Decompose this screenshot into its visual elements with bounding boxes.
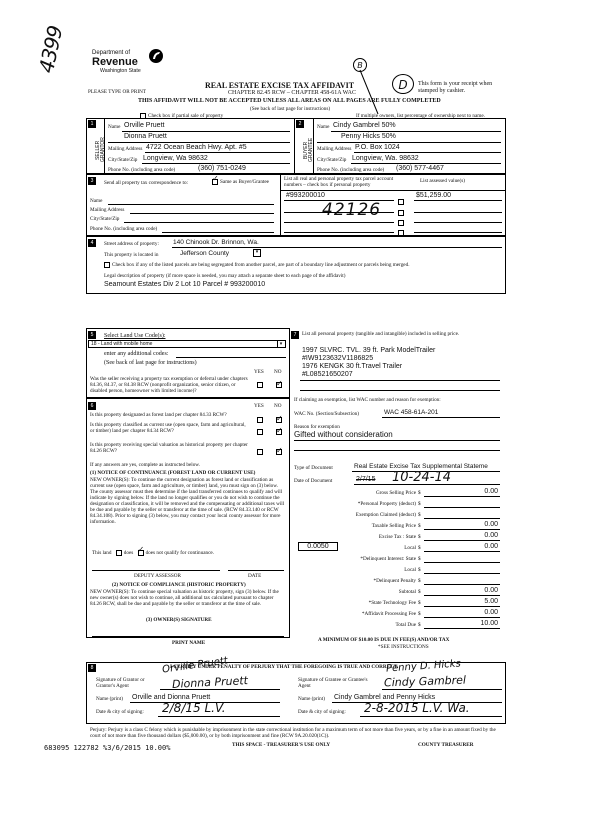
personal-property-label: List all personal property (tangible and intangible) included in selling price.: [302, 331, 460, 337]
if-yes-note: If any answers are yes, complete as instructed below.: [90, 462, 201, 468]
rule: [294, 450, 500, 451]
delinquent-state-label: *Delinquent Interest: State: [360, 556, 416, 562]
continuance-row: [92, 550, 214, 556]
s3-name-label: Name: [90, 198, 103, 204]
local-rate-box[interactable]: 0.0050: [298, 542, 338, 551]
form-warning: THIS AFFIDAVIT WILL NOT BE ACCEPTED UNLESS ALL AREAS ON ALL PAGES ARE FULLY COMPLETED: [138, 98, 441, 104]
assessed-value[interactable]: $51,259.00: [416, 192, 452, 199]
rule: [142, 163, 290, 164]
rule: [317, 142, 501, 143]
doc-type-label: Type of Document: [294, 465, 333, 471]
rule: [228, 570, 284, 571]
pen-mark-icon: [356, 68, 386, 116]
land-use-chevron-icon[interactable]: ▾: [277, 341, 284, 347]
seller-mail[interactable]: 4722 Ocean Beach Hwy. Apt. #5: [146, 144, 247, 151]
grantor-handwritten-signature-1: Orville Pruett: [161, 655, 229, 676]
current-use-no-checkbox[interactable]: [276, 423, 284, 441]
notice1-title: (1) NOTICE OF CONTINUANCE (FOREST LAND OR CURRENT USE): [90, 470, 256, 476]
dollar: $: [418, 512, 421, 518]
dollar: $: [418, 611, 421, 617]
s6-no-header: NO: [274, 403, 282, 409]
rule: [424, 507, 500, 508]
rule: [130, 213, 274, 214]
dollar: $: [418, 600, 421, 606]
grantee-date-label: Date & city of signing:: [298, 709, 346, 715]
s3-mail-label: Mailing Address: [90, 207, 125, 213]
rule: [160, 689, 280, 690]
rule: [124, 222, 274, 223]
dept-line1: Department of: [92, 50, 131, 56]
wac-value[interactable]: WAC 458-61A-201: [384, 409, 439, 416]
section-7-number: 7: [291, 331, 299, 339]
grantee-handwritten-signature-1: Penny D. Hicks: [385, 658, 462, 675]
rule: [294, 440, 500, 441]
gross-price-label: Gross Selling Price: [375, 490, 416, 496]
exemption-deduct-label: Exemption Claimed (deduct): [355, 512, 416, 518]
section-6-number: 6: [88, 402, 96, 410]
county-treasurer-label: COUNTY TREASURER: [418, 742, 474, 748]
rule: [92, 570, 220, 571]
wac-label: WAC No. (Section/Subsection): [294, 411, 359, 417]
form-title: REAL ESTATE EXCISE TAX AFFIDAVIT: [205, 81, 355, 90]
treasurer-stamp: 683095 122782 %3/6/2015 10.00%: [44, 744, 171, 752]
rule: [424, 573, 500, 574]
print-name-label: PRINT NAME: [172, 640, 206, 646]
dollar: $: [418, 534, 421, 540]
legal-description[interactable]: Seamount Estates Div 2 Lot 10 Parcel # 993200010: [104, 281, 266, 288]
personal-line-1[interactable]: 1997 SLVRC. TVL. 39 ft. Park ModelTrailer: [302, 347, 436, 354]
delinquent-penalty-label: *Delinquent Penalty: [373, 578, 416, 584]
processing-fee-label: *Affidavit Processing Fee: [361, 611, 416, 617]
receipt-note: This form is your receipt when stamped by cashier.: [418, 81, 493, 94]
rule: [424, 518, 500, 519]
treasurer-use-label: THIS SPACE - TREASURER'S USE ONLY: [232, 742, 331, 748]
seller-phone-label: Phone No. (including area code): [108, 167, 176, 173]
rule: [158, 716, 280, 717]
personal-line-4[interactable]: #L08521650207: [302, 371, 353, 378]
this-land-label: This land: [92, 550, 112, 557]
circled-letter-b: B: [353, 58, 367, 72]
personal-line-3[interactable]: 1976 KENGK 30 ft.Travel Trailer: [302, 363, 403, 370]
dollar: $: [418, 556, 421, 562]
section-1-number: 1: [88, 120, 96, 128]
buyer-phone-label: Phone No. (including area code): [317, 167, 385, 173]
doc-date-label: Date of Document: [294, 478, 333, 484]
processing-fee-value[interactable]: 0.00: [484, 609, 498, 616]
tax-calculation: [294, 486, 502, 628]
rule: [300, 390, 500, 391]
notice2-title: (2) NOTICE OF COMPLIANCE (HISTORIC PROPERTY): [112, 582, 246, 588]
current-use-question: Is this property classified as current use (open space, farm and agricultural, or timber) land per chapter 84.34 RCW?: [90, 422, 246, 434]
rule: [414, 200, 502, 201]
deputy-assessor-label: DEPUTY ASSESSOR: [134, 573, 181, 579]
rule: [284, 232, 394, 233]
grantee-signature-label: Signature of Grantee or Grantee's Agent: [298, 677, 368, 689]
parcel-number[interactable]: #993200010: [286, 192, 325, 199]
dollar: $: [418, 523, 421, 529]
owner-signature-label: (3) OWNER(S) SIGNATURE: [146, 617, 212, 623]
seller-name1[interactable]: Orville Pruett: [124, 122, 165, 129]
dollar: $: [418, 567, 421, 573]
handwritten-parcel: 42126: [322, 200, 382, 220]
rule: [351, 163, 501, 164]
see-instructions-note: *SEE INSTRUCTIONS: [378, 644, 429, 650]
located-label: This property is located in: [104, 252, 159, 258]
rule: [382, 417, 500, 418]
reason-label: Reason for exemption: [294, 424, 340, 430]
s3-phone-label: Phone No. (including area code): [90, 226, 158, 232]
rule: [360, 716, 502, 717]
buyer-city-label: City/State/Zip: [317, 157, 347, 163]
rule: [382, 689, 502, 690]
buyer-city[interactable]: Longview, Wa. 98632: [352, 155, 419, 162]
reason-value[interactable]: Gifted without consideration: [294, 430, 393, 439]
buyer-mail-label: Mailing Address: [317, 146, 352, 152]
section-4-number: 4: [88, 239, 96, 247]
rule: [122, 131, 290, 132]
subtotal-label: Subtotal: [398, 589, 416, 595]
land-use-label: Select Land Use Code(s):: [104, 333, 166, 339]
grantor-handwritten-signature-2: Dionna Pruett: [171, 674, 249, 691]
dept-line2: Revenue: [92, 56, 138, 68]
grantor-name-label: Name (print): [96, 696, 123, 702]
delinquent-local-label: Local: [404, 567, 416, 573]
street-label: Street address of property:: [104, 241, 159, 247]
doc-date-struck: 2/7/15: [356, 476, 376, 483]
rule: [414, 232, 502, 233]
grantee-name-label: Name (print): [298, 696, 325, 702]
county-dropdown-chevron-icon[interactable]: ▾: [253, 249, 261, 257]
s5-no-header: NO: [274, 369, 282, 375]
seller-city[interactable]: Longview, Wa 98632: [143, 155, 208, 162]
rule: [354, 484, 500, 485]
rule: [414, 212, 502, 213]
seller-name-label: Name: [108, 124, 121, 130]
assessed-header: List assessed value(s): [420, 178, 465, 184]
excise-local-value[interactable]: 0.00: [484, 543, 498, 550]
rule: [162, 232, 274, 233]
grantee-printed-name[interactable]: Cindy Gambrel and Penny Hicks: [334, 694, 436, 701]
total-due-label: Total Due: [395, 622, 416, 628]
dollar: $: [418, 501, 421, 507]
grantor-date-city: 2/8/15 L.V.: [162, 701, 226, 715]
grantor-printed-name[interactable]: Orville and Dionna Pruett: [132, 694, 211, 701]
seller-name2[interactable]: Dionna Pruett: [124, 133, 167, 140]
buyer-name2[interactable]: Penny Hicks 50%: [341, 133, 396, 140]
segregated-label: Check box if any of the listed parcels are being segregated from another parcel, are part of a boundary line adjustment or parcels being merged.: [112, 262, 410, 269]
multiple-owners-note: If multiple owners, list percentage of ownership next to name.: [356, 113, 485, 119]
handwritten-id: 4399: [34, 24, 68, 75]
street-address[interactable]: 140 Chinook Dr. Brinnon, Wa.: [173, 239, 259, 246]
rule: [300, 380, 500, 381]
buyer-phone[interactable]: (360) 577-4467: [396, 165, 444, 172]
grantee-handwritten-signature-2: Cindy Gambrel: [383, 673, 467, 690]
rule: [424, 551, 500, 552]
exemption-no-checkbox[interactable]: [276, 376, 284, 394]
does-not-label: does not qualify for continuance.: [145, 550, 214, 557]
parcel-header: List all real and personal property tax parcel account numbers – check box if personal property: [284, 176, 394, 188]
segregated-box[interactable]: [104, 262, 110, 268]
dollar: $: [418, 545, 421, 551]
rule: [424, 628, 500, 629]
doc-type-value[interactable]: Real Estate Excise Tax Supplemental Stateme: [354, 463, 488, 470]
buyer-mail[interactable]: P.O. Box 1024: [355, 144, 400, 151]
exemption-claim-label: If claiming an exemption, list WAC number and reason for exemption:: [294, 397, 441, 403]
tech-fee-label: *State Technology Fee: [368, 600, 416, 606]
personal-deduct-label: *Personal Property (deduct): [357, 501, 416, 507]
rule: [424, 562, 500, 563]
section-2-number: 2: [296, 120, 304, 128]
rule: [424, 595, 500, 596]
rule: [145, 152, 290, 153]
land-use-select[interactable]: [88, 340, 286, 348]
historic-yes-checkbox[interactable]: [257, 443, 265, 461]
same-as-buyer-box[interactable]: [212, 179, 218, 185]
excise-state-label: Excise Tax : State: [378, 534, 416, 540]
doc-date-handwritten: 10-24-14: [392, 470, 452, 485]
segregated-checkbox[interactable]: [104, 262, 504, 268]
county-value[interactable]: Jefferson County: [180, 250, 230, 257]
s3-city-label: City/State/Zip: [90, 216, 120, 222]
seller-phone[interactable]: (360) 751-0249: [198, 165, 246, 172]
rule: [414, 222, 502, 223]
rule: [424, 606, 500, 607]
grantee-date-city: 2-8-2015 L.V. Wa.: [364, 701, 470, 715]
rule: [172, 247, 502, 248]
same-as-buyer-checkbox[interactable]: [212, 179, 269, 185]
current-use-yes-checkbox[interactable]: [257, 423, 265, 441]
minimum-due-note: A MINIMUM OF $10.00 IS DUE IN FEE(S) AND/OR TAX: [318, 637, 450, 643]
perjury-statement: Perjury: Perjury is a class C felony which is punishable by imprisonment in the state correctional institution for a maximum term of not more than five years, or by a fine in an amount fixed by the court of not more than five thousand dollars ($5,000.00), or by both imprisonment and fine (RCW 9A.20.020(1C)).: [90, 727, 496, 739]
date-label: DATE: [248, 573, 262, 579]
dept-line3: Washington State: [100, 68, 141, 74]
seller-mail-label: Mailing Address: [108, 146, 143, 152]
rule: [424, 496, 500, 497]
taxable-price-label: Taxable Selling Price: [371, 523, 416, 529]
buyer-side-label: BUYER GRANTEE: [303, 137, 314, 163]
excise-local-label: Local: [404, 545, 416, 551]
s6-yes-header: YES: [254, 403, 264, 409]
section-8-number: 8: [88, 664, 96, 672]
certify-statement: I CERTIFY UNDER PENALTY OF PERJURY THAT THE FOREGOING IS TRUE AND CORRECT.: [170, 664, 399, 670]
subtotal-value[interactable]: 0.00: [484, 587, 498, 594]
dor-emblem-icon: [148, 48, 164, 64]
parties-divider: [294, 118, 295, 174]
notice1-text: NEW OWNER(S): To continue the current designation as forest land or classification as current use (open space, farm and agriculture, or timber) land, you must sign on (3) below. The county assessor must then determine if the land transferred continues to qualify and will indicate by signing below. If the land no longer qualifies or you do not wish to continue the designation or classification, it will be removed and the compensating or additional taxes will be due and payable by the seller or transferor at the time of sale. (RCW 84.33.140 or RCW 84.34.108). Prior to signing (3) below, you may contact your local county assessor for more information.: [90, 477, 285, 525]
section3-divider: [280, 174, 281, 236]
grantor-signature-label: Signature of Grantor or Grantor's Agent: [96, 677, 145, 689]
section-5-number: 5: [88, 331, 96, 339]
dollar: $: [418, 622, 421, 628]
rule: [280, 190, 506, 191]
land-use-value: 18 - Land with mobile home: [91, 341, 153, 347]
historic-no-checkbox[interactable]: [276, 443, 284, 461]
gross-price-value[interactable]: 0.00: [484, 488, 498, 495]
historic-question: Is this property receiving special valuation as historical property per chapter 84.26 RCW?: [90, 442, 248, 454]
same-as-buyer-label: Same as Buyer/Grantee: [220, 179, 269, 186]
print-instruction: PLEASE TYPE OR PRINT: [88, 89, 146, 95]
dollar: $: [418, 578, 421, 584]
notice2-text: NEW OWNER(S): To continue special valuation as historic property, sign (3) below. If the new owner(s) does not wish to continue, all additional tax calculated pursuant to chapter 84.26 RCW, shall be due and payable by the seller or transferor at the time of sale.: [90, 589, 279, 607]
excise-state-value[interactable]: 0.00: [484, 532, 498, 539]
s5-see-back: (See back of last page for instructions): [104, 360, 197, 366]
exemption-yes-checkbox[interactable]: [257, 376, 265, 394]
rule: [92, 636, 284, 637]
partial-sale-label: Check box if partial sale of property: [148, 113, 224, 120]
section-3-number: 3: [88, 177, 96, 185]
rule: [284, 222, 394, 223]
rule: [108, 142, 290, 143]
rule: [331, 131, 501, 132]
circled-letter-d: D: [392, 74, 414, 94]
s5-yes-header: YES: [254, 369, 264, 375]
rule: [424, 540, 500, 541]
does-checkbox[interactable]: [116, 550, 122, 556]
rule: [284, 212, 394, 213]
buyer-name-label: Name: [317, 124, 330, 130]
form-chapter: CHAPTER 82.45 RCW – CHAPTER 458-61A WAC: [228, 90, 356, 96]
buyer-name1[interactable]: Cindy Gambrel 50%: [333, 122, 396, 129]
rule: [176, 357, 286, 358]
tech-fee-value[interactable]: 5.00: [484, 598, 498, 605]
total-due-value[interactable]: 10.00: [480, 620, 498, 627]
rule: [424, 529, 500, 530]
rule: [354, 152, 501, 153]
rule: [108, 204, 274, 205]
rule: [424, 617, 500, 618]
does-not-checkbox[interactable]: [138, 550, 144, 556]
additional-codes-label: enter any additional codes:: [104, 351, 169, 357]
personal-line-2[interactable]: #IW9123632V1186825: [302, 355, 374, 362]
rule: [424, 584, 500, 585]
forest-question: Is this property designated as forest land per chapter 84.33 RCW?: [90, 412, 227, 418]
grantor-date-label: Date & city of signing:: [96, 709, 144, 715]
dollar: $: [418, 490, 421, 496]
see-back-note: (See back of last page for instructions): [250, 106, 331, 112]
legal-label: Legal description of property (if more space is needed, you may attach a separate sheet to each page of the affidavit): [104, 273, 346, 279]
does-label: does: [123, 550, 134, 557]
exemption-question: Was the seller receiving a property tax exemption or deferral under chapters 84.36, 84.37, or 84.38 RCW (nonprofit organization, senior citizen, or disabled person, homeowner with limited income)?: [90, 376, 248, 394]
seller-side-label: SELLER GRANTOR: [95, 137, 106, 163]
dollar: $: [418, 589, 421, 595]
send-correspondence-label: Send all property tax correspondence to:: [104, 180, 188, 186]
seller-city-label: City/State/Zip: [108, 157, 138, 163]
taxable-price-value[interactable]: 0.00: [484, 521, 498, 528]
